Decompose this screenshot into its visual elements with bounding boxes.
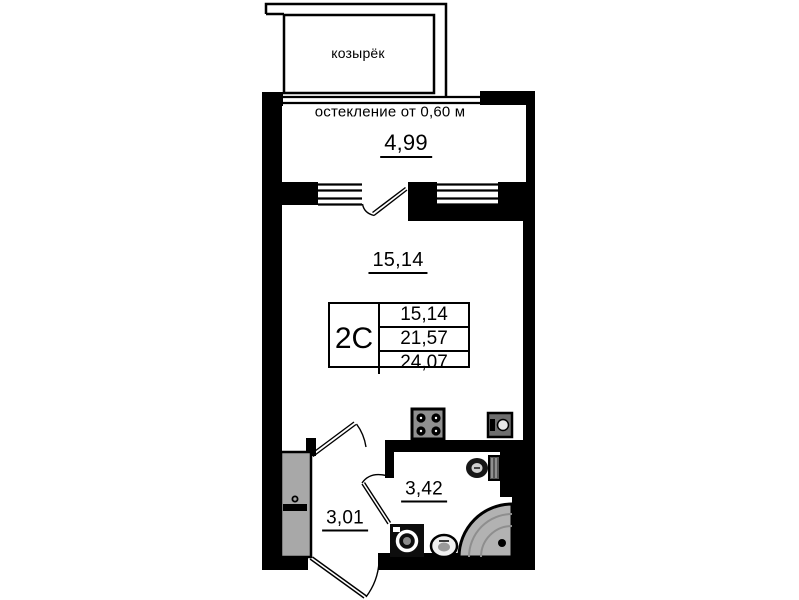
wall-bathroom-right-upper	[500, 452, 535, 497]
unit-total-area: 24,07	[400, 352, 448, 373]
stove-icon	[412, 409, 444, 439]
entry-door-icon	[310, 557, 379, 598]
living-room-area-label: 15,14	[368, 250, 427, 274]
wall-balcony-right	[526, 105, 535, 183]
wall-right	[523, 205, 535, 452]
wall-bathroom-right-lower	[512, 497, 535, 557]
canopy-label: козырёк	[331, 45, 385, 61]
wall-inner-face-right	[408, 205, 535, 221]
unit-apartment-area: 21,57	[380, 328, 468, 352]
toilet-icon	[466, 456, 500, 480]
kitchen-sink-icon	[488, 413, 512, 437]
unit-type: 2С	[330, 304, 380, 374]
wall-pier-right	[498, 182, 535, 205]
bathroom-area-label: 3,42	[401, 480, 447, 503]
wall-left	[262, 205, 282, 553]
window-icon	[318, 185, 362, 205]
hallway-door-icon	[311, 422, 366, 457]
balcony-area-label: 4,99	[380, 132, 432, 158]
glazing-label: остекление от 0,60 м	[314, 103, 466, 121]
shower-icon	[459, 504, 512, 557]
wall-pier-left	[262, 182, 318, 205]
bathroom-sink-icon	[431, 535, 457, 557]
window-icon	[437, 185, 498, 205]
washing-machine-icon	[390, 524, 424, 557]
hallway-area-label: 3,01	[322, 509, 368, 532]
wardrobe-icon	[281, 452, 311, 557]
wall-bathroom-left	[385, 440, 394, 478]
wall-bathroom-top	[385, 440, 535, 452]
wall-pier-middle	[408, 182, 437, 205]
unit-living-area: 15,14	[380, 304, 468, 328]
balcony-door-icon	[363, 188, 408, 216]
unit-info-table	[328, 302, 470, 373]
